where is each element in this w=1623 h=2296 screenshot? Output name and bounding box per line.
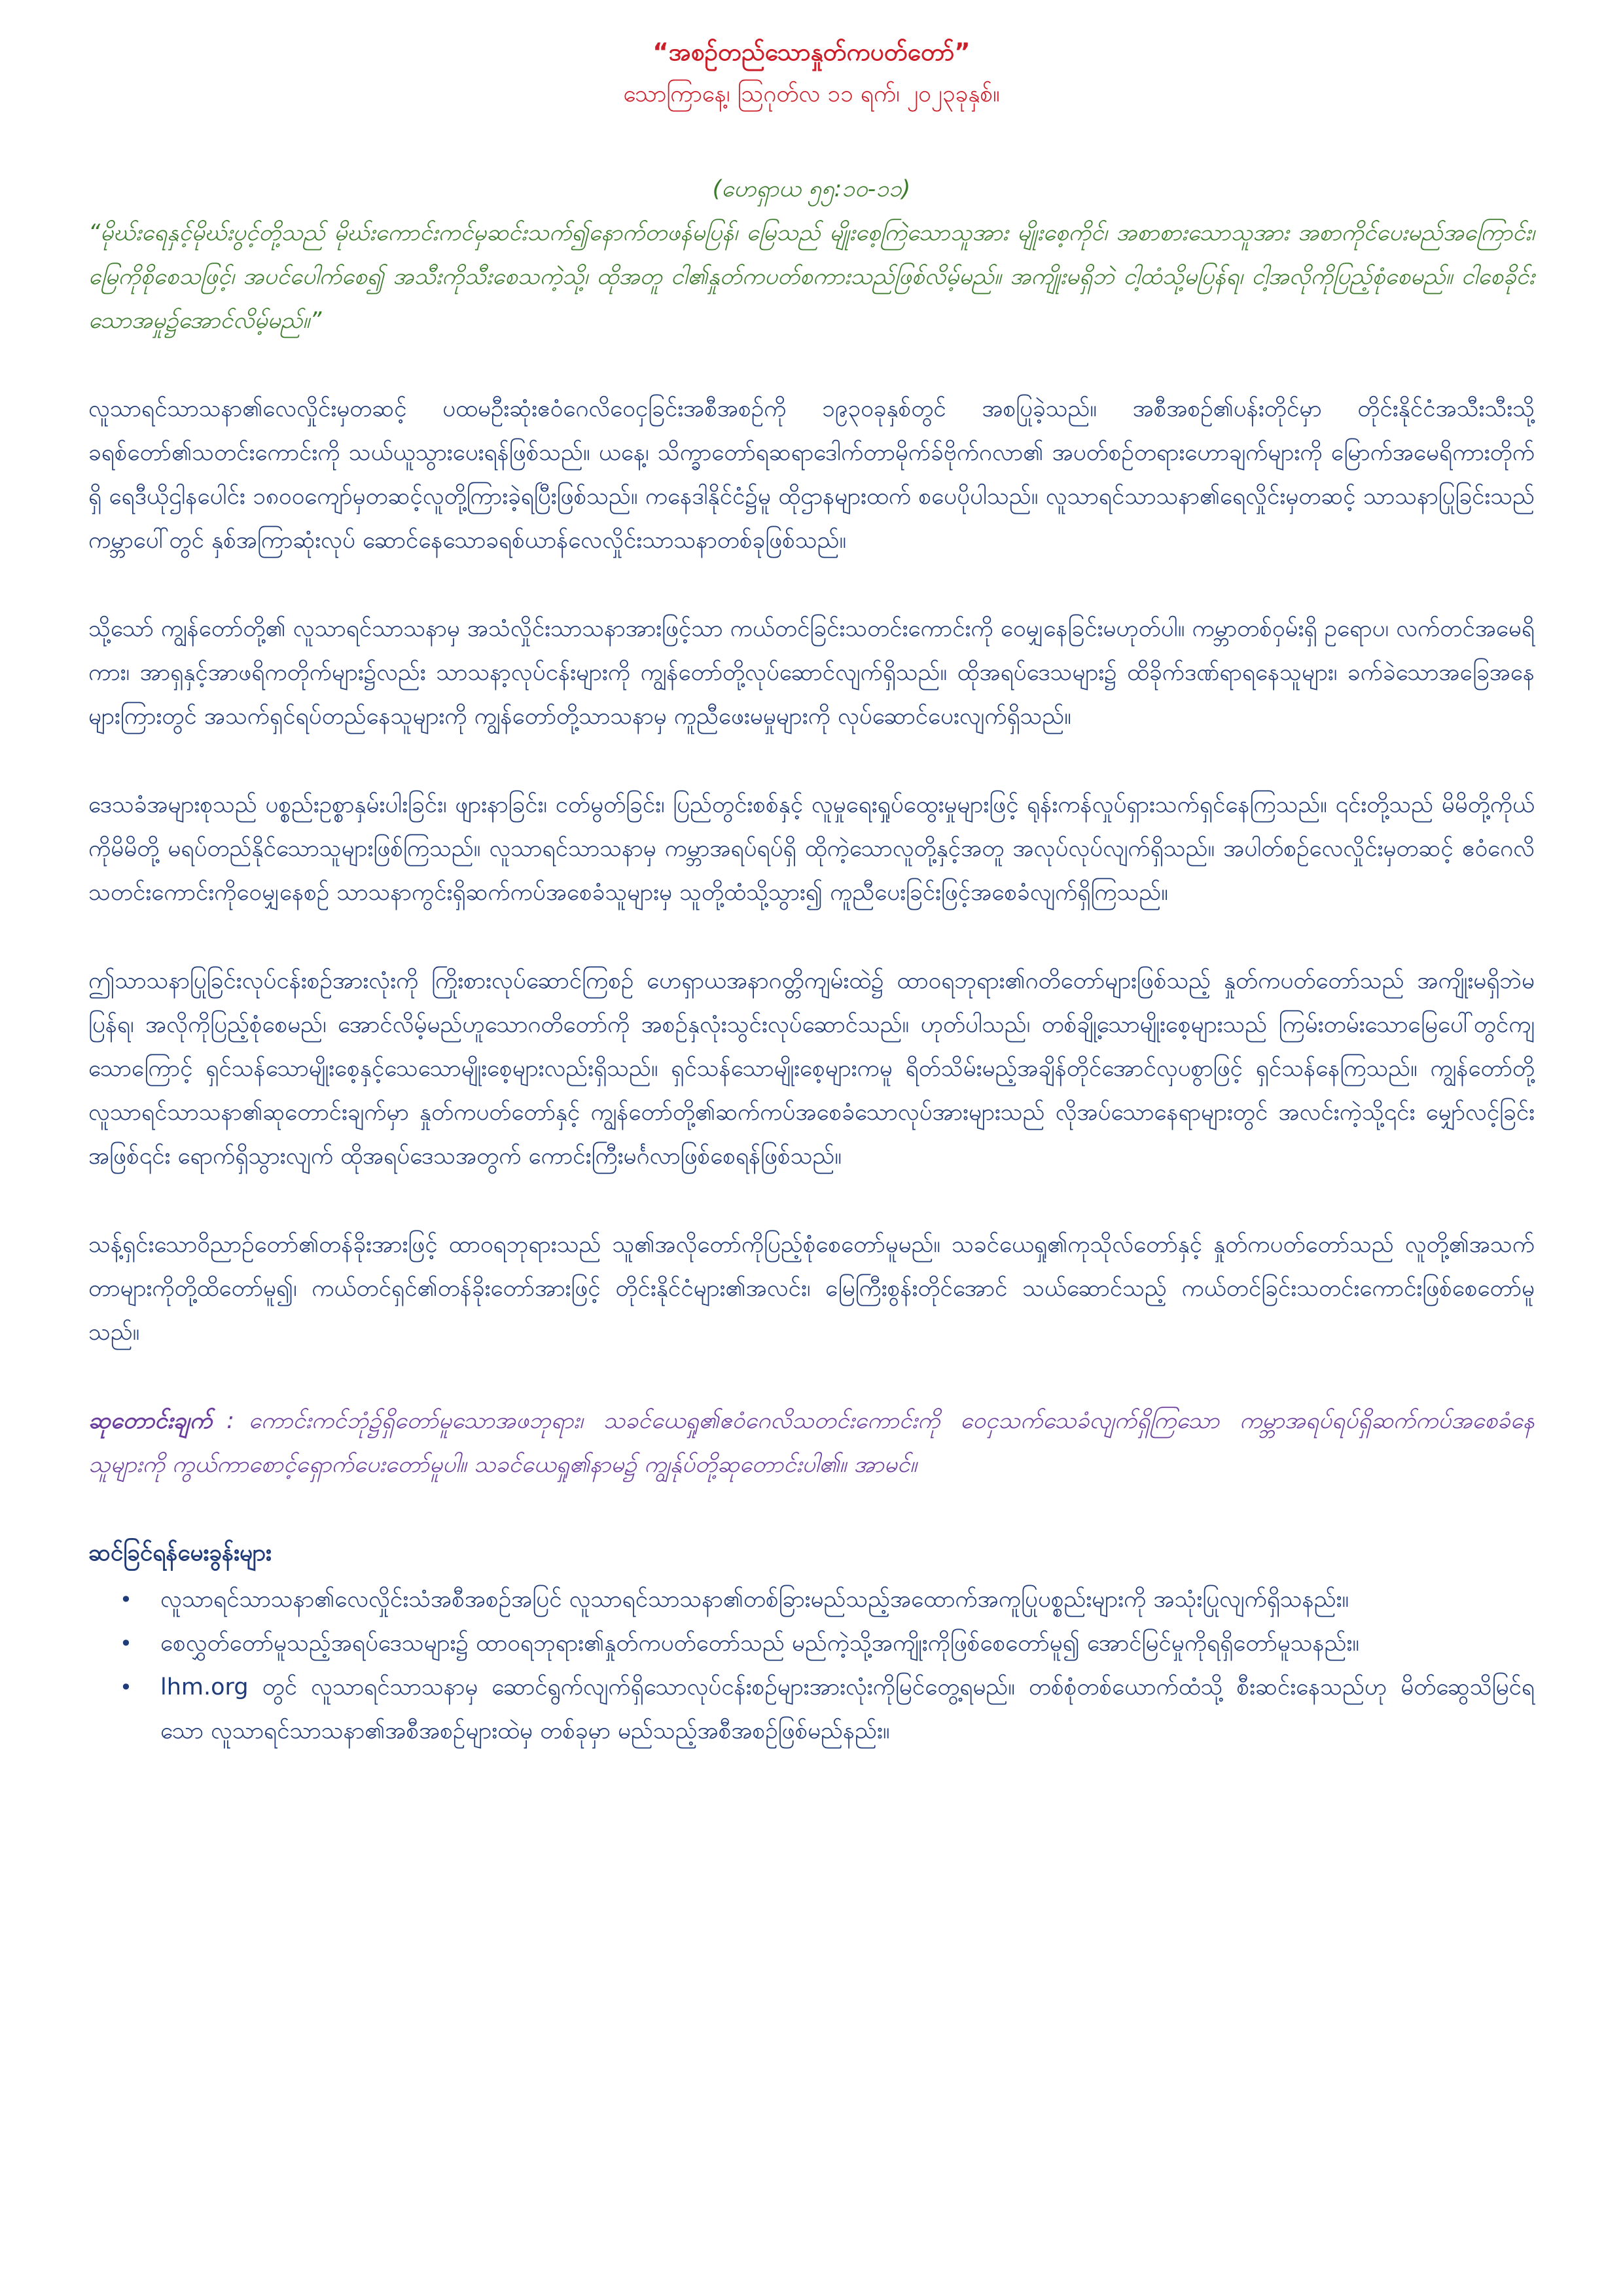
prayer-label: ဆုတောင်းချက် <box>88 1408 213 1434</box>
question-item <box>120 1666 1535 1753</box>
body-paragraph-2: သို့သော် ကျွန်တော်တို့၏ လူသာရင်သာသနာမှ အသံလှိုင်းသာသနာအားဖြင့်သာ ကယ်တင်ခြင်းသတင်းကောင်းကို ဝေမျှနေခြင်းမဟုတ်ပါ။ ကမ္ဘာတစ်ဝှမ်းရှိ ဥရောပ၊ လက်တင်အမေရိကား၊ အာရှနှင့်အာဖရိကတိုက်များ၌လည်း သာသနာ့လုပ်ငန်းများကို ကျွန်တော်တို့လုပ်ဆောင်လျက်ရှိသည်။ ထိုအရပ်ဒေသများ၌ ထိခိုက်ဒဏ်ရာရနေသူများ၊ ခက်ခဲသောအခြေအနေများကြားတွင် အသက်ရှင်ရပ်တည်နေသူများကို ကျွန်တော်တို့သာသနာမှ ကူညီဖေးမမှုများကို လုပ်ဆောင်ပေးလျက်ရှိသည်။ <box>88 616 1535 730</box>
questions-list <box>88 1578 1535 1753</box>
body-paragraph-5: သန့်ရှင်းသောဝိညာဉ်တော်၏တန်ခိုးအားဖြင့် ထာဝရဘုရားသည် သူ၏အလိုတော်ကိုပြည့်စုံစေတော်မူမည်။ သခင်ယေရှု၏ကုသိုလ်တော်နှင့် နှုတ်ကပတ်တော်သည် လူတို့၏အသက်တာများကိုတို့ထိတော်မူ၍၊ ကယ်တင်ရှင်၏တန်ခိုးတော်အားဖြင့် တိုင်းနိုင်ငံများ၏အလင်း၊ မြေကြီးစွန်းတိုင်အောင် သယ်ဆောင်သည့် ကယ်တင်ခြင်းသတင်းကောင်းဖြစ်စေတော်မူသည်။ <box>88 1232 1535 1346</box>
question-text: လူသာရင်သာသနာ၏လေလှိုင်းသံအစီအစဉ်အပြင် လူသာရင်သာသနာ၏တစ်ခြားမည်သည့်အထောက်အကူပြုပစ္စည်းများကို အသုံးပြုလျက်ရှိသနည်း။ <box>160 1587 1349 1613</box>
body-paragraph-1: လူသာရင်သာသနာ၏လေလှိုင်းမှတဆင့် ပထမဦးဆုံးဧဝံဂေလိဝေငှခြင်းအစီအစဉ်ကို ၁၉၃၀ခုနှစ်တွင် အစပြုခဲ့သည်။ အစီအစဉ်၏ပန်းတိုင်မှာ တိုင်းနိုင်ငံအသီးသီးသို့ ခရစ်တော်၏သတင်းကောင်းကို သယ်ယူသွားပေးရန်ဖြစ်သည်။ ယနေ့၊ သိက္ခာတော်ရဆရာဒေါက်တာမိုက်ခ်ဗိုက်ဂလာ၏ အပတ်စဉ်တရားဟောချက်များကို မြောက်အမေရိကားတိုက်ရှိ ရေဒီယိုဌါနပေါင်း ၁၈၀၀ကျော်မှတဆင့်လူတို့ကြားခဲ့ရပြီးဖြစ်သည်။ ကနေဒါနိုင်ငံ၌မူ ထိုဌာနများထက် စပေပိုပါသည်။ လူသာရင်သာသနာ၏ရေလှိုင်းမှတဆင့် သာသနာပြုခြင်းသည် ကမ္ဘာပေါ်တွင် နှစ်အကြာဆုံးလုပ် ဆောင်နေသောခရစ်ယာန်လေလှိုင်းသာသနာတစ်ခုဖြစ်သည်။ <box>88 396 1535 554</box>
prayer-text: ကောင်းကင်ဘုံ၌ရှိတော်မူသောအဖဘုရား၊ သခင်ယေရှု၏ဧဝံဂေလိသတင်းကောင်းကို ဝေငှသက်သေခံလျက်ရှိကြသော ကမ္ဘာအရပ်ရပ်ရှိဆက်ကပ်အစေခံနေသူများကို ကွယ်ကာစောင့်ရှောက်ပေးတော်မူပါ။ သခင်ယေရှု၏နာမ၌ ကျွန်ုပ်တို့ဆုတောင်းပါ၏။ အာမင်။ <box>88 1408 1535 1478</box>
questions-section <box>88 1532 1535 1753</box>
header <box>0 31 1623 115</box>
scripture-text: “မိုဃ်းရေနှင့်မိုဃ်းပွင့်တို့သည် မိုဃ်းကောင်းကင်မှဆင်းသက်၍နောက်တဖန်မပြန်၊ မြေသည် မျိုးစေ့ကြဲသောသူအား မျိုးစေ့ကိုင်၊ အစာစားသောသူအား အစာကိုင်ပေးမည်အကြောင်း၊ မြေကိုစိုစေသဖြင့်၊ အပင်ပေါက်စေ၍ အသီးကိုသီးစေသကဲ့သို့၊ ထိုအတူ ငါ၏နှုတ်ကပတ်စကားသည်ဖြစ်လိမ့်မည်။ အကျိုးမရှိဘဲ ငါ့ထံသို့မပြန်ရ၊ ငါ့အလိုကိုပြည့်စုံစေမည်။ ငါစေခိုင်းသောအမှု၌အောင်လိမ့်မည်။” <box>88 220 1535 334</box>
question-text: lhm.org တွင် လူသာရင်သာသနာမှ ဆောင်ရွက်လျက်ရှိသောလုပ်ငန်းစဉ်များအားလုံးကိုမြင်တွေ့ရမည်။ တစ်စုံတစ်ယောက်ထံသို့ စီးဆင်းနေသည်ဟု မိတ်ဆွေသိမြင်ရသော လူသာရင်သာသနာ၏အစီအစဉ်များထဲမှ တစ်ခုမှာ မည်သည့်အစီအစဉ်ဖြစ်မည်နည်း။ <box>160 1674 1535 1744</box>
question-item <box>120 1622 1535 1666</box>
page-title: “အစဉ်တည်သောနှုတ်ကပတ်တော်” <box>652 38 971 66</box>
prayer-colon: : <box>226 1408 234 1434</box>
questions-heading: ဆင်ခြင်ရန်မေးခွန်းများ <box>88 1540 272 1566</box>
prayer-block <box>88 1399 1535 1487</box>
body-paragraph-3: ဒေသခံအများစုသည် ပစ္စည်းဥစ္စာနှမ်းပါးခြင်း၊ ဖျားနာခြင်း၊ ငတ်မွတ်ခြင်း၊ ပြည်တွင်းစစ်နှင့် လူမှုရေးရှုပ်ထွေးမှုများဖြင့် ရုန်းကန်လှုပ်ရှားသက်ရှင်နေကြသည်။ ၎င်းတို့သည် မိမိတို့ကိုယ်ကိုမိမိတို့ မရပ်တည်နိုင်သောသူများဖြစ်ကြသည်။ လူသာရင်သာသနာမှ ကမ္ဘာအရပ်ရပ်ရှိ ထိုကဲ့သောလူတို့နှင့်အတူ အလုပ်လုပ်လျက်ရှိသည်။ အပါတ်စဉ်လေလှိုင်းမှတဆင့် ဧဝံဂေလိသတင်းကောင်းကိုဝေမျှနေစဉ် သာသနာကွင်းရှိဆက်ကပ်အစေခံသူများမှ သူတို့ထံသို့သွား၍ ကူညီပေးခြင်းဖြင့်အစေခံလျက်ရှိကြသည်။ <box>88 792 1535 906</box>
body-paragraph-4: ဤသာသနာပြုခြင်းလုပ်ငန်းစဉ်အားလုံးကို ကြိုးစားလုပ်ဆောင်ကြစဉ် ဟေရှာယအနာဂတ္တိကျမ်းထဲ၌ ထာဝရဘုရား၏ဂတိတော်များဖြစ်သည့် နှုတ်ကပတ်တော်သည် အကျိုးမရှိဘဲမပြန်ရ၊ အလိုကိုပြည့်စုံစေမည်၊ အောင်လိမ့်မည်ဟူသောဂတိတော်ကို အစဉ်နှလုံးသွင်းလုပ်ဆောင်သည်။ ဟုတ်ပါသည်၊ တစ်ချို့သောမျိုးစေ့များသည် ကြမ်းတမ်းသောမြေပေါ်တွင်ကျသောကြောင့် ရှင်သန်သောမျိုးစေ့နှင့်သေသောမျိုးစေ့များလည်းရှိသည်။ ရှင်သန်သောမျိုးစေ့များကမူ ရိတ်သိမ်းမည့်အချိန်တိုင်အောင်လှပစွာဖြင့် ရှင်သန်နေကြသည်။ ကျွန်တော်တို့ လူသာရင်သာသနာ၏ဆုတောင်းချက်မှာ နှုတ်ကပတ်တော်နှင့် ကျွန်တော်တို့၏ဆက်ကပ်အစေခံသောလုပ်အားများသည် လိုအပ်သောနေရာများတွင် အလင်းကဲ့သို့၎င်း မျှော်လင့်ခြင်းအဖြစ်၎င်း ရောက်ရှိသွားလျက် ထိုအရပ်ဒေသအတွက် ကောင်းကြီးမင်္ဂလာဖြစ်စေရန်ဖြစ်သည်။ <box>88 968 1535 1170</box>
bullet-icon: • <box>120 1587 132 1612</box>
question-text: စေလွှတ်တော်မူသည့်အရပ်ဒေသများ၌ ထာဝရဘုရား၏နှုတ်ကပတ်တော်သည် မည်ကဲ့သို့အကျိုးကိုဖြစ်စေတော်မူ၍ အောင်မြင်မှုကိုရရှိတော်မူသနည်း။ <box>160 1630 1359 1657</box>
scripture-block <box>88 168 1535 343</box>
question-item <box>120 1578 1535 1622</box>
bullet-icon: • <box>120 1675 132 1700</box>
date-line: သောကြာနေ့၊ ဩဂုတ်လ ၁၁ ရက်၊ ၂၀၂၃ခုနှစ်။ <box>623 81 1000 107</box>
scripture-reference: (ဟေရှာယ ၅၅:၁၀-၁၁) <box>712 176 911 202</box>
bullet-icon: • <box>120 1631 132 1656</box>
